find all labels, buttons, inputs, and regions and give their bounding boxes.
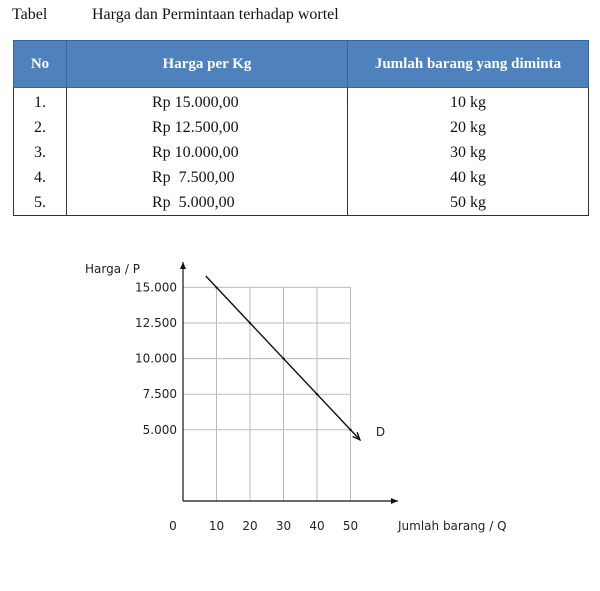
cell-no: 5. bbox=[14, 190, 67, 216]
y-tick-label: 7.500 bbox=[142, 387, 177, 402]
price-value: Rp 5.000,00 bbox=[152, 193, 235, 211]
x-tick-label: 10 bbox=[208, 519, 225, 533]
x-tick-label: 40 bbox=[309, 519, 325, 533]
y-tick-label: 5.000 bbox=[142, 422, 177, 437]
data-point bbox=[215, 286, 217, 288]
cell-qty: 30 kg bbox=[348, 140, 589, 165]
y-tick-label: 15.000 bbox=[135, 280, 177, 295]
x-axis-label: Jumlah barang / Q bbox=[398, 519, 507, 533]
data-point bbox=[249, 322, 251, 324]
header-price: Harga per Kg bbox=[67, 41, 348, 88]
price-value: Rp 10.000,00 bbox=[152, 143, 239, 161]
cell-no: 1. bbox=[14, 88, 67, 116]
cell-qty: 50 kg bbox=[348, 190, 589, 216]
price-value: Rp 7.500,00 bbox=[152, 168, 235, 186]
x-tick-label: 20 bbox=[242, 519, 258, 533]
x-tick-label: 50 bbox=[342, 519, 359, 533]
cell-no: 3. bbox=[14, 140, 67, 165]
data-point bbox=[282, 357, 284, 359]
y-axis-label: Harga / P bbox=[85, 262, 140, 276]
caption-label: Tabel bbox=[12, 6, 48, 23]
x-axis-arrow bbox=[391, 498, 398, 504]
header-no: No bbox=[14, 41, 67, 88]
y-tick-label: 12.500 bbox=[135, 316, 177, 330]
y-axis-arrow bbox=[180, 262, 186, 269]
data-point bbox=[316, 393, 318, 395]
cell-qty: 20 kg bbox=[348, 115, 589, 140]
series-label: D bbox=[375, 424, 386, 439]
cell-qty: 10 kg bbox=[348, 88, 589, 116]
caption-title: Harga dan Permintaan terhadap wortel bbox=[92, 6, 339, 23]
y-tick-label: 10.000 bbox=[135, 351, 177, 366]
cell-no: 2. bbox=[14, 115, 67, 140]
header-qty: Jumlah barang yang diminta bbox=[348, 41, 589, 88]
cell-qty: 40 kg bbox=[348, 165, 589, 190]
x-tick-label: 30 bbox=[275, 519, 292, 533]
price-value: Rp 15.000,00 bbox=[152, 93, 239, 111]
x-tick-label: 0 bbox=[169, 519, 177, 533]
cell-no: 4. bbox=[14, 165, 67, 190]
data-point bbox=[349, 429, 351, 431]
price-value: Rp 12.500,00 bbox=[152, 118, 239, 136]
